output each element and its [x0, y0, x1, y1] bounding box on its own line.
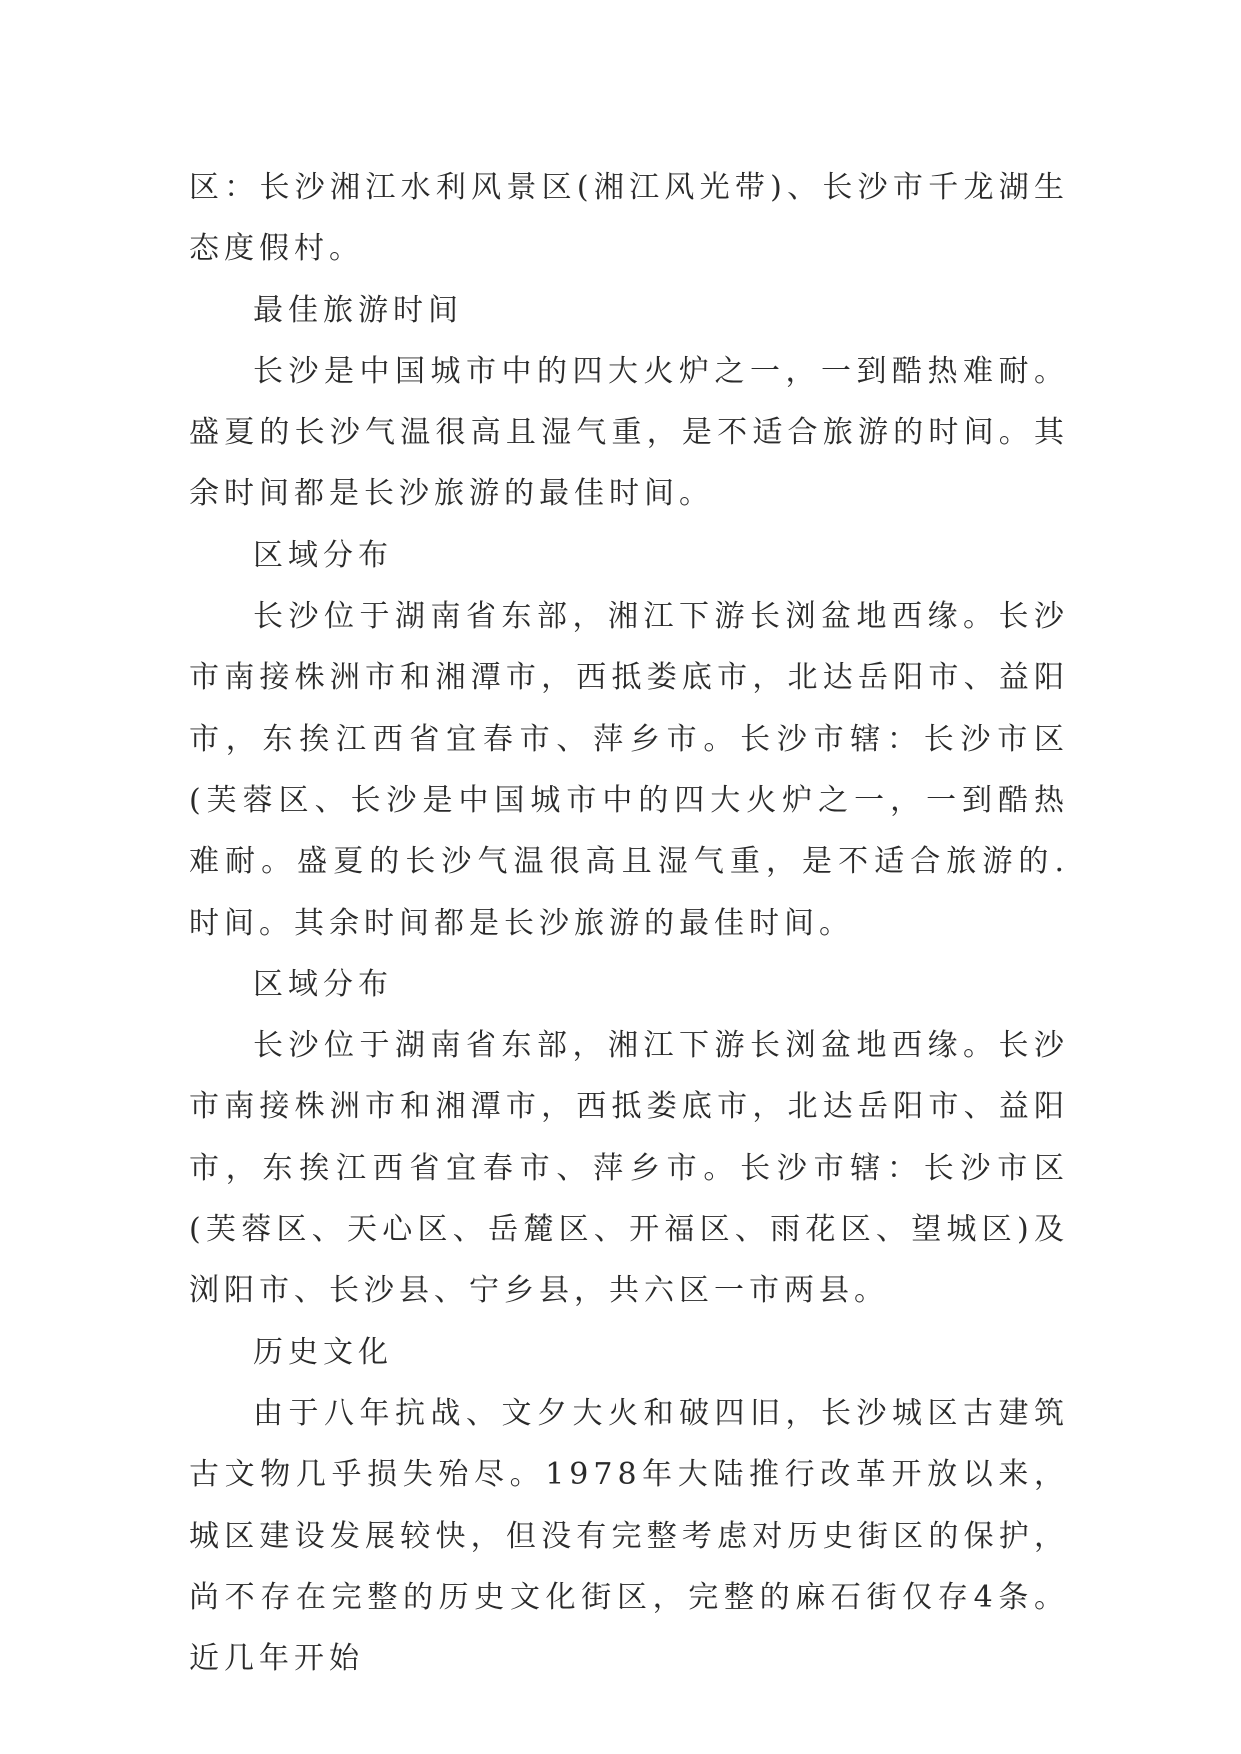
paragraph-scenic-areas: 区：长沙湘江水利风景区(湘江风光带)、长沙市千龙湖生态度假村。	[189, 170, 1069, 267]
paragraph-region-distribution: 长沙位于湖南省东部，湘江下游长浏盆地西缘。长沙市南接株洲市和湘潭市，西抵娄底市，北达岳阳市、益阳市，东挨江西省宜春市、萍乡市。长沙市辖：长沙市区(芙蓉区、天心区、岳麓区、开福区、雨花区、望城区)及浏阳市、长沙县、宁乡县，共六区一市两县。	[189, 1028, 1069, 1309]
paragraph-region-distribution: 长沙位于湖南省东部，湘江下游长浏盆地西缘。长沙市南接株洲市和湘潭市，西抵娄底市，北达岳阳市、益阳市，东挨江西省宜春市、萍乡市。长沙市辖：长沙市区(芙蓉区、长沙是中国城市中的四大火炉之一，一到酷热难耐。盛夏的长沙气温很高且湿气重，是不适合旅游的.时间。其余时间都是长沙旅游的最佳时间。	[189, 599, 1069, 941]
document-body	[189, 157, 1069, 1689]
paragraph-history-culture: 由于八年抗战、文夕大火和破四旧，长沙城区古建筑古文物几乎损失殆尽。1978年大陆推行改革开放以来，城区建设发展较快，但没有完整考虑对历史街区的保护，尚不存在完整的历史文化街区，完整的麻石街仅存4条。近几年开始	[189, 1395, 1069, 1677]
heading-region-distribution: 区域分布	[253, 537, 393, 573]
paragraph-best-travel-time: 长沙是中国城市中的四大火炉之一，一到酷热难耐。盛夏的长沙气温很高且湿气重，是不适合旅游的时间。其余时间都是长沙旅游的最佳时间。	[189, 353, 1069, 512]
heading-history-culture: 历史文化	[253, 1334, 393, 1370]
heading-best-travel-time: 最佳旅游时间	[253, 292, 463, 328]
heading-region-distribution: 区域分布	[253, 966, 393, 1002]
